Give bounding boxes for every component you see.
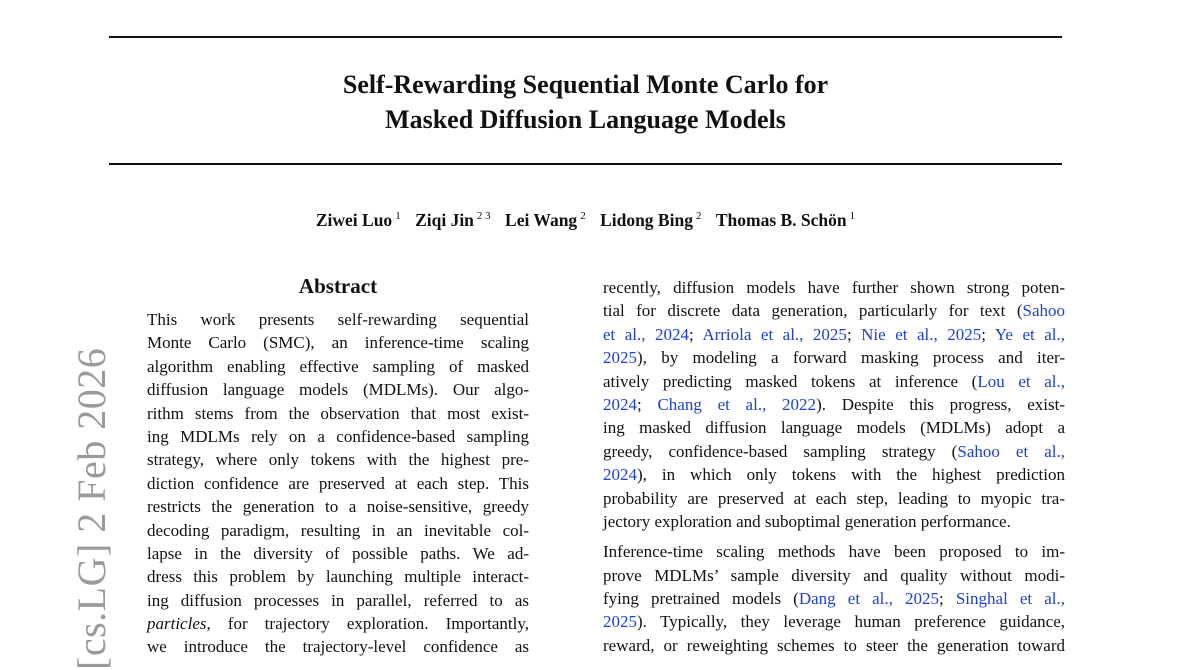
citation-link[interactable]: Ye et al., bbox=[994, 324, 1065, 344]
author: Lei Wang $^2$ bbox=[505, 210, 586, 230]
affiliation-marker: 2 3 bbox=[476, 210, 491, 222]
text-line: 2024; Chang et al., 2022). Despite this progress, exist- bbox=[603, 394, 1065, 414]
text-line: 2025), by modeling a forward masking process and iter- bbox=[603, 348, 1065, 368]
text-line: restricts the generation to a noise-sensitive, greedy bbox=[147, 497, 529, 517]
text-line: tial for discrete data generation, particularly for text (Sahoo bbox=[603, 301, 1065, 321]
text-line: rithm stems from the observation that most exist- bbox=[147, 403, 529, 423]
author: Thomas B. Schön $^1$ bbox=[715, 210, 856, 230]
affiliation-marker: 2 bbox=[580, 210, 586, 222]
text-line: This work presents self-rewarding sequential bbox=[147, 310, 529, 329]
citation-link[interactable]: Chang et al., 2022 bbox=[657, 394, 817, 414]
text-line: et al., 2024; Arriola et al., 2025; Nie et al., 2025; Ye et al., bbox=[603, 324, 1065, 344]
title-line-1: Self-Rewarding Sequential Monte Carlo for bbox=[342, 70, 829, 99]
top-rule bbox=[109, 36, 1062, 38]
text-line: Monte Carlo (SMC), an inference-time scaling bbox=[147, 333, 529, 353]
text-line: algorithm enabling effective sampling of masked bbox=[147, 356, 529, 376]
text-line: dress this problem by launching multiple interact- bbox=[147, 567, 529, 587]
text-line: probability are preserved at each step, leading to myopic tra- bbox=[603, 488, 1065, 508]
text-line: diction confidence are preserved at each step. This bbox=[147, 473, 529, 493]
paper-title bbox=[109, 67, 1062, 137]
citation-link[interactable]: Lou et al., bbox=[977, 371, 1065, 391]
citation-link[interactable]: et al., 2024 bbox=[603, 324, 690, 344]
citation-link[interactable]: 2025 bbox=[603, 348, 637, 368]
abstract-heading: Abstract bbox=[298, 274, 378, 298]
text-line: particles, for trajectory exploration. Importantly, bbox=[147, 614, 529, 634]
text-line: prove MDLMs’ sample diversity and quality without modi- bbox=[603, 565, 1065, 585]
text-line: strategy, where only tokens with the highest pre- bbox=[147, 450, 529, 470]
text-line: ing diffusion processes in parallel, referred to as bbox=[147, 590, 529, 610]
arxiv-watermark bbox=[38, 347, 114, 670]
text-line: ing MDLMs rely on a confidence-based sampling bbox=[147, 426, 529, 446]
citation-link[interactable]: Singhal et al., bbox=[955, 589, 1066, 609]
emphasis-text: particles bbox=[147, 614, 207, 634]
text-line: greedy, confidence-based sampling strategy (Sahoo et al., bbox=[603, 441, 1066, 461]
citation-link[interactable]: 2025 bbox=[603, 612, 637, 632]
text-line: jectory exploration and suboptimal generation performance. bbox=[603, 511, 1011, 531]
author: Ziwei Luo $^1$ bbox=[315, 210, 401, 230]
citation-link[interactable]: 2024 bbox=[603, 394, 637, 414]
citation-link[interactable]: Dang et al., 2025 bbox=[798, 589, 940, 609]
citation-link[interactable]: Nie et al., 2025 bbox=[861, 324, 982, 344]
text-line: we introduce the trajectory-level confidence as bbox=[147, 637, 529, 657]
abstract-text bbox=[147, 308, 529, 659]
affiliation-marker: 1 bbox=[395, 210, 401, 222]
text-line: fying pretrained models (Dang et al., 2025; Singhal et al., bbox=[603, 589, 1066, 609]
text-line: 2024), in which only tokens with the highest prediction bbox=[603, 465, 1065, 485]
text-line: lapse in the diversity of possible paths. We ad- bbox=[147, 543, 529, 563]
author: Lidong Bing $^2$ bbox=[600, 210, 702, 230]
text-line: decoding paradigm, resulting in an inevitable col- bbox=[147, 520, 529, 540]
paragraph-2 bbox=[603, 540, 1065, 657]
citation-link[interactable]: Sahoo et al., bbox=[957, 441, 1066, 461]
title-line-2: Masked Diffusion Language Models bbox=[385, 105, 786, 134]
affiliation-marker: 1 bbox=[849, 210, 856, 222]
text-line: atively predicting masked tokens at inference (Lou et al., bbox=[603, 371, 1065, 391]
arxiv-stamp-text: [cs.LG] 2 Feb 2026 bbox=[69, 347, 114, 670]
citation-link[interactable]: Arriola et al., 2025 bbox=[702, 324, 847, 344]
text-line: 2025). Typically, they leverage human preference guidance, bbox=[603, 612, 1065, 632]
text-line: Inference-time scaling methods have been proposed to im- bbox=[603, 542, 1065, 562]
text-line: ing masked diffusion language models (MDLMs) adopt a bbox=[603, 418, 1065, 438]
author: Ziqi Jin $^{2 3}$ bbox=[415, 210, 491, 230]
text-line: recently, diffusion models have further shown strong poten- bbox=[603, 278, 1065, 297]
citation-link[interactable]: Sahoo bbox=[1022, 301, 1065, 321]
text-line: reward, or reweighting schemes to steer the generation toward bbox=[603, 635, 1065, 655]
paragraph-1 bbox=[603, 276, 1065, 533]
bottom-rule bbox=[109, 163, 1062, 165]
affiliation-marker: 2 bbox=[695, 210, 702, 222]
text-line: diffusion language models (MDLMs). Our algo- bbox=[147, 380, 529, 400]
author-list bbox=[109, 208, 1062, 232]
citation-link[interactable]: 2024 bbox=[603, 465, 637, 485]
introduction-text bbox=[603, 276, 1065, 657]
